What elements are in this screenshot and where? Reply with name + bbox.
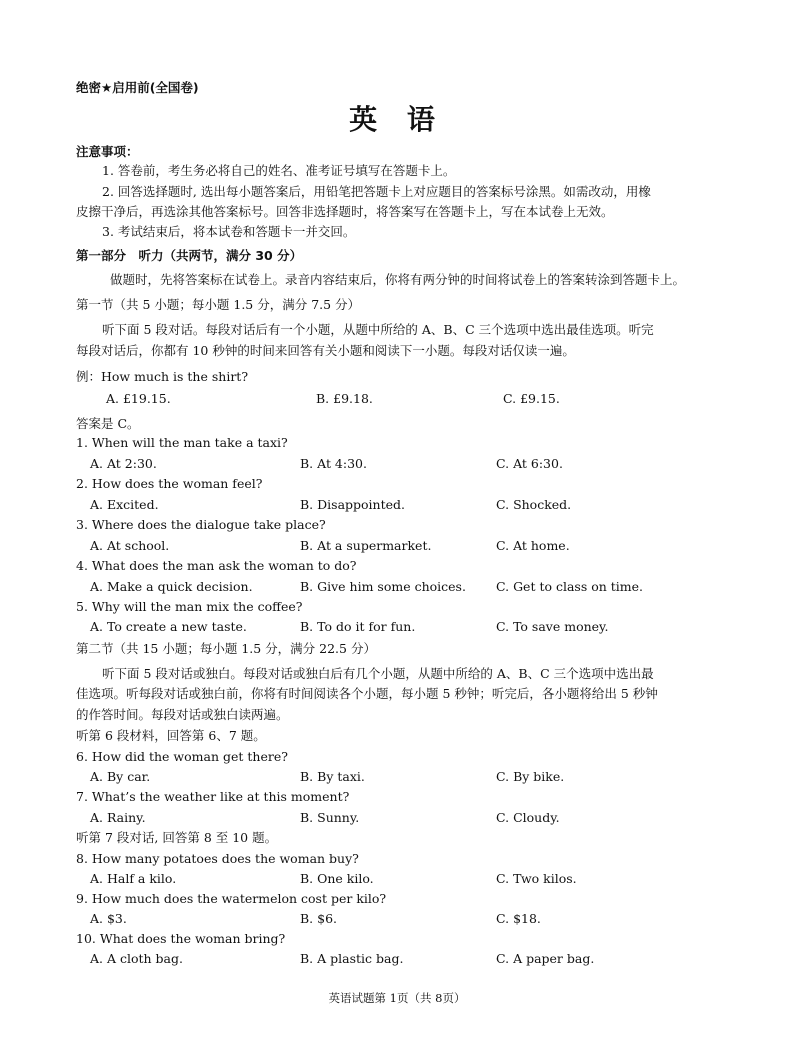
question-4-option-c: C. Get to class on time. (496, 579, 644, 594)
part1-intro: 做题时，先将答案标在试卷上。录音内容结束后，你将有两分钟的时间将试卷上的答案转涂到答题卡上。 (110, 272, 686, 287)
question-6-option-b: B. By taxi. (300, 769, 365, 784)
section2-intro-c: 的作答时间。每段对话或独白读两遍。 (76, 707, 289, 722)
question-3-option-b: B. At a supermarket. (300, 538, 432, 553)
question-5: 5. Why will the man mix the coffee? (76, 599, 303, 614)
question-1: 1. When will the man take a taxi? (76, 435, 288, 450)
question-2-option-b: B. Disappointed. (300, 497, 405, 512)
section2-intro-a: 听下面 5 段对话或独白。每段对话或独白后有几个小题，从题中所给的 A、B、C 三个选项中选出最 (102, 666, 654, 681)
question-9: 9. How much does the watermelon cost per kilo? (76, 891, 387, 906)
question-5-option-a: A. To create a new taste. (90, 619, 247, 634)
question-7-option-c: C. Cloudy. (496, 810, 560, 825)
notice-item-2b: 皮擦干净后，再选涂其他答案标号。回答非选择题时，将答案写在答题卡上，写在本试卷上无效。 (76, 204, 614, 219)
question-2-option-c: C. Shocked. (496, 497, 572, 512)
question-10: 10. What does the woman bring? (76, 931, 286, 946)
section1-heading: 第一节（共 5 小题；每小题 1.5 分，满分 7.5 分） (76, 297, 361, 312)
question-9-option-b: B. $6. (300, 911, 338, 926)
notice-item-2a: 2. 回答选择题时, 选出每小题答案后，用铅笔把答题卡上对应题目的答案标号涂黑。如需改动，用橡 (102, 184, 651, 199)
question-1-option-a: A. At 2:30. (90, 456, 157, 471)
question-2: 2. How does the woman feel? (76, 476, 263, 491)
question-8-option-c: C. Two kilos. (496, 871, 577, 886)
question-7-option-a: A. Rainy. (90, 810, 146, 825)
question-8: 8. How many potatoes does the woman buy? (76, 851, 359, 866)
example-option-a: A. £19.15. (106, 391, 171, 406)
section1-intro-b: 每段对话后，你都有 10 秒钟的时间来回答有关小题和阅读下一小题。每段对话仅读一遍。 (76, 343, 575, 358)
question-10-option-a: A. A cloth bag. (90, 951, 183, 966)
question-6-option-a: A. By car. (90, 769, 151, 784)
question-7-option-b: B. Sunny. (300, 810, 360, 825)
part1-heading: 第一部分 听力（共两节，满分 30 分） (76, 248, 303, 263)
question-6-option-c: C. By bike. (496, 769, 565, 784)
question-4-option-a: A. Make a quick decision. (90, 579, 253, 594)
question-9-option-c: C. $18. (496, 911, 541, 926)
question-10-option-c: C. A paper bag. (496, 951, 595, 966)
page-title: 英 语 (349, 103, 445, 136)
question-2-option-a: A. Excited. (90, 497, 159, 512)
section2-heading: 第二节（共 15 小题；每小题 1.5 分，满分 22.5 分） (76, 641, 376, 656)
notice-item-3: 3. 考试结束后，将本试卷和答题卡一并交回。 (102, 224, 356, 239)
question-10-option-b: B. A plastic bag. (300, 951, 404, 966)
example-question: 例：How much is the shirt? (76, 369, 249, 384)
question-4: 4. What does the man ask the woman to do? (76, 558, 357, 573)
group-7-instruction: 听第 7 段对话, 回答第 8 至 10 题。 (76, 830, 278, 845)
notice-heading: 注意事项： (76, 144, 139, 159)
confidential-label: 绝密★启用前(全国卷) (76, 80, 199, 95)
question-6: 6. How did the woman get there? (76, 749, 288, 764)
page-footer: 英语试题第 1页（共 8页） (328, 991, 466, 1005)
question-1-option-b: B. At 4:30. (300, 456, 367, 471)
section2-intro-b: 佳选项。听每段对话或独白前，你将有时间阅读各个小题，每小题 5 秒钟；听完后，各小题将给出 5 秒钟 (76, 686, 658, 701)
question-3-option-c: C. At home. (496, 538, 570, 553)
question-8-option-a: A. Half a kilo. (90, 871, 177, 886)
section1-intro-a: 听下面 5 段对话。每段对话后有一个小题，从题中所给的 A、B、C 三个选项中选出最佳选项。听完 (102, 322, 654, 337)
example-option-b: B. £9.18. (316, 391, 373, 406)
question-9-option-a: A. $3. (90, 911, 127, 926)
group-6-instruction: 听第 6 段材料，回答第 6、7 题。 (76, 728, 266, 743)
question-3-option-a: A. At school. (90, 538, 170, 553)
question-7: 7. What’s the weather like at this moment? (76, 789, 350, 804)
notice-item-1: 1. 答卷前，考生务必将自己的姓名、准考证号填写在答题卡上。 (102, 163, 456, 178)
question-5-option-c: C. To save money. (496, 619, 609, 634)
example-option-c: C. £9.15. (503, 391, 560, 406)
question-5-option-b: B. To do it for fun. (300, 619, 416, 634)
example-answer: 答案是 C。 (76, 416, 140, 431)
question-4-option-b: B. Give him some choices. (300, 579, 466, 594)
question-3: 3. Where does the dialogue take place? (76, 517, 326, 532)
question-8-option-b: B. One kilo. (300, 871, 374, 886)
question-1-option-c: C. At 6:30. (496, 456, 563, 471)
